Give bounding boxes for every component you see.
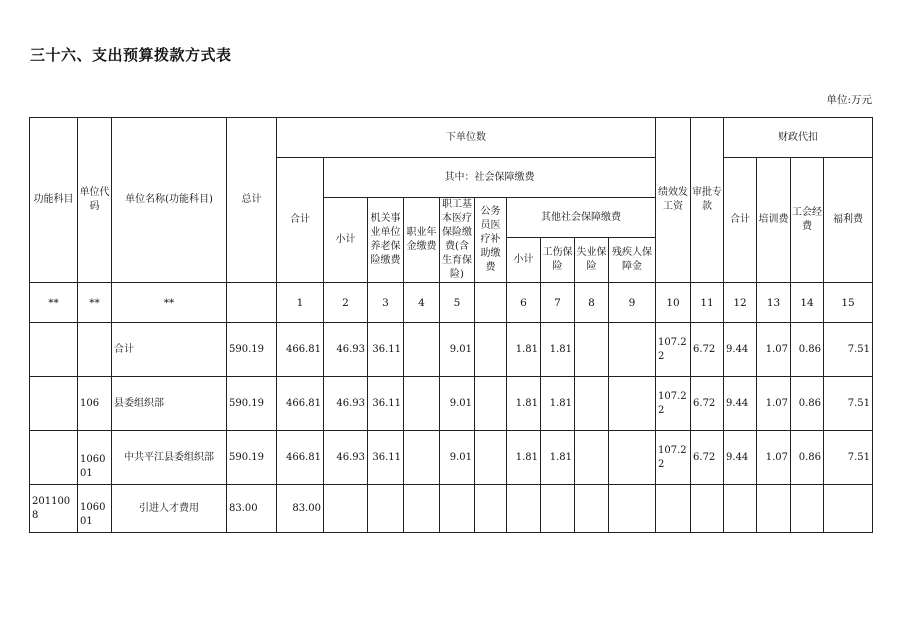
cell-c15: [824, 485, 873, 533]
cell-c6: 1.81: [507, 377, 541, 431]
cell-c13: [757, 485, 791, 533]
header-unit-name: 单位名称(功能科目): [112, 118, 227, 283]
cell-c14: 0.86: [791, 323, 824, 377]
cell-total: 590.19: [227, 323, 277, 377]
cell-c14: [791, 485, 824, 533]
cell-c9: [609, 377, 656, 431]
header-total: 总计: [227, 118, 277, 283]
header-medical: 职工基本医疗保险缴费(含生育保险): [440, 198, 475, 283]
cell-unitcode: 106: [78, 377, 112, 431]
cell-total: 83.00: [227, 485, 277, 533]
header-unit-code: 单位代码: [78, 118, 112, 283]
header-finance-deduct: 财政代扣: [724, 118, 873, 158]
cell-c5: 9.01: [440, 323, 475, 377]
cell-c12: 9.44: [724, 377, 757, 431]
header-annuity: 职业年金缴费: [404, 198, 440, 283]
cell-c1: 466.81: [277, 323, 324, 377]
cell-c5: 9.01: [440, 377, 475, 431]
cell-c5: [440, 485, 475, 533]
cell-c9: [609, 323, 656, 377]
cell-unitcode: 106001: [78, 485, 112, 533]
cell-c3: [368, 485, 404, 533]
cell-c12: [724, 485, 757, 533]
index-cell: 8: [575, 283, 609, 323]
cell-c3: 36.11: [368, 431, 404, 485]
cell-c8: [575, 485, 609, 533]
cell-name: 合计: [112, 323, 227, 377]
cell-c4: [404, 485, 440, 533]
cell-c2: 46.93: [324, 323, 368, 377]
index-cell: 13: [757, 283, 791, 323]
index-cell: 1: [277, 283, 324, 323]
cell-c13: 1.07: [757, 377, 791, 431]
cell-c13: 1.07: [757, 323, 791, 377]
cell-c4: [404, 323, 440, 377]
cell-c7: [541, 485, 575, 533]
cell-c11: 6.72: [691, 431, 724, 485]
cell-code: [30, 377, 78, 431]
cell-c6: [507, 485, 541, 533]
table-row: [30, 323, 873, 377]
cell-c5: 9.01: [440, 431, 475, 485]
table-row: [30, 485, 873, 533]
index-cell: 2: [324, 283, 368, 323]
page-title: 三十六、支出预算拨款方式表: [30, 46, 232, 64]
index-cell: 9: [609, 283, 656, 323]
cell-c8: [575, 377, 609, 431]
cell-c9: [609, 485, 656, 533]
header-union-fee: 工会经费: [791, 158, 824, 283]
cell-code: 2011008: [30, 485, 78, 533]
cell-name: 县委组织部: [112, 377, 227, 431]
index-cell: **: [112, 283, 227, 323]
index-cell: **: [30, 283, 78, 323]
cell-c13: 1.07: [757, 431, 791, 485]
cell-c15: 7.51: [824, 377, 873, 431]
cell-c3: 36.11: [368, 323, 404, 377]
index-cell: 6: [507, 283, 541, 323]
index-row: [30, 283, 873, 323]
cell-c8: [575, 323, 609, 377]
cell-c15: 7.51: [824, 431, 873, 485]
header-subtotal-all: 合计: [277, 158, 324, 283]
header-fd-total: 合计: [724, 158, 757, 283]
cell-c14: 0.86: [791, 377, 824, 431]
cell-c2: [324, 485, 368, 533]
cell-c4: [404, 431, 440, 485]
index-cell: 7: [541, 283, 575, 323]
cell-code: [30, 323, 78, 377]
cell-c8: [575, 431, 609, 485]
cell-c1: 466.81: [277, 431, 324, 485]
cell-name: 引进人才费用: [112, 485, 227, 533]
header-injury: 工伤保险: [541, 238, 575, 283]
index-cell: 3: [368, 283, 404, 323]
header-other-social: 其他社会保障缴费: [507, 198, 656, 238]
index-cell: 11: [691, 283, 724, 323]
header-performance-salary: 绩效发工资: [656, 118, 691, 283]
index-cell: 15: [824, 283, 873, 323]
index-cell: 14: [791, 283, 824, 323]
table-row: [30, 377, 873, 431]
cell-c11: [691, 485, 724, 533]
cell-c2: 46.93: [324, 431, 368, 485]
header-subtotal: 小计: [324, 198, 368, 283]
cell-c6: 1.81: [507, 431, 541, 485]
header-unemployment: 失业保险: [575, 238, 609, 283]
budget-table: [29, 117, 873, 533]
header-other-subtotal: 小计: [507, 238, 541, 283]
header-disability: 残疾人保障金: [609, 238, 656, 283]
cell-c10: 107.22: [656, 431, 691, 485]
cell-unitcode: [78, 323, 112, 377]
cell-c1: 83.00: [277, 485, 324, 533]
cell-code: [30, 431, 78, 485]
cell-unitcode: 106001: [78, 431, 112, 485]
header-training: 培训费: [757, 158, 791, 283]
table-row: [30, 431, 873, 485]
header-row-1: [30, 118, 873, 158]
cell-c7: 1.81: [541, 377, 575, 431]
cell-c7: 1.81: [541, 323, 575, 377]
cell-c10: 107.22: [656, 377, 691, 431]
header-civil-medical: 公务员医疗补助缴费: [475, 198, 507, 283]
cell-c5b: [475, 485, 507, 533]
cell-c15: 7.51: [824, 323, 873, 377]
header-lower-units: 下单位数: [277, 118, 656, 158]
cell-c1: 466.81: [277, 377, 324, 431]
header-approved: 审批专款: [691, 118, 724, 283]
cell-c10: [656, 485, 691, 533]
cell-c2: 46.93: [324, 377, 368, 431]
cell-c10: 107.22: [656, 323, 691, 377]
unit-label: 单位:万元: [826, 94, 872, 106]
cell-c5b: [475, 431, 507, 485]
header-welfare: 福利费: [824, 158, 873, 283]
index-cell: [227, 283, 277, 323]
cell-c12: 9.44: [724, 323, 757, 377]
cell-c3: 36.11: [368, 377, 404, 431]
cell-c12: 9.44: [724, 431, 757, 485]
cell-name: 中共平江县委组织部: [112, 431, 227, 485]
cell-c9: [609, 431, 656, 485]
header-pension: 机关事业单位养老保险缴费: [368, 198, 404, 283]
table-body: [30, 323, 873, 533]
cell-c14: 0.86: [791, 431, 824, 485]
cell-c6: 1.81: [507, 323, 541, 377]
cell-c11: 6.72: [691, 377, 724, 431]
cell-total: 590.19: [227, 377, 277, 431]
index-cell: 5: [440, 283, 475, 323]
index-cell: **: [78, 283, 112, 323]
cell-c4: [404, 377, 440, 431]
index-cell: [475, 283, 507, 323]
index-cell: 12: [724, 283, 757, 323]
cell-c7: 1.81: [541, 431, 575, 485]
index-cell: 10: [656, 283, 691, 323]
cell-c11: 6.72: [691, 323, 724, 377]
cell-c5b: [475, 323, 507, 377]
cell-total: 590.19: [227, 431, 277, 485]
header-social-security: 其中：社会保障缴费: [324, 158, 656, 198]
index-cell: 4: [404, 283, 440, 323]
header-func-subject: 功能科目: [30, 118, 78, 283]
cell-c5b: [475, 377, 507, 431]
